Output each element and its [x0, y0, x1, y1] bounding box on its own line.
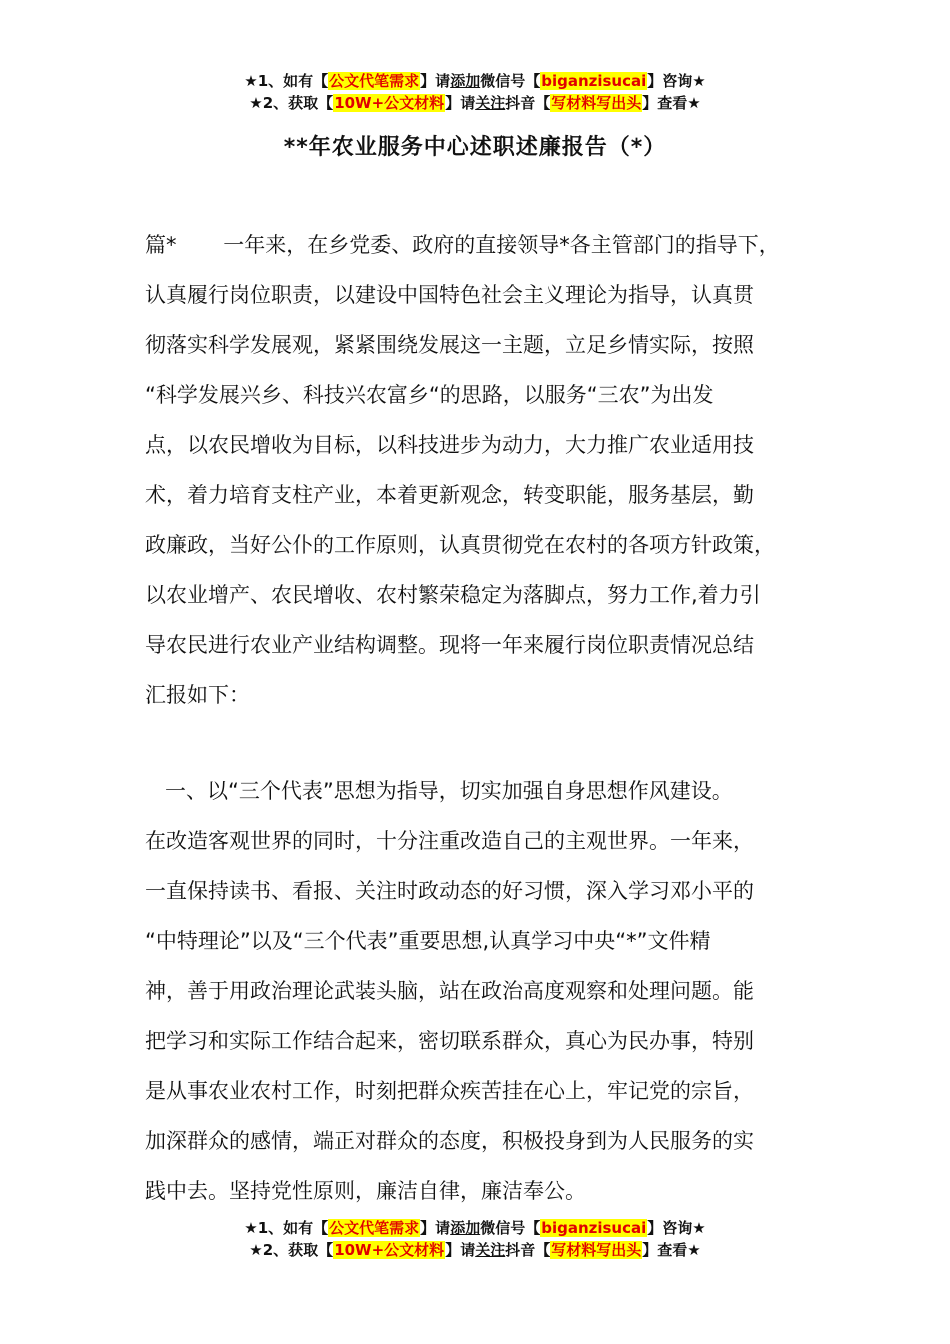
banner-line-1 — [0, 70, 950, 92]
highlight-douyin: 写材料写出头 — [551, 1241, 642, 1259]
paragraph-intro — [145, 220, 835, 720]
paragraph-section-one — [145, 766, 835, 1216]
highlight-wechat-id: biganzisucai — [541, 72, 647, 90]
body-line: 认真履行岗位职责，以建设中国特色社会主义理论为指导，认真贯 — [145, 283, 754, 307]
banner-text: 】查看★ — [642, 1241, 701, 1259]
banner-text: 】请 — [445, 94, 476, 112]
highlight-service: 公文代笔需求 — [329, 1219, 420, 1237]
banner-line-1 — [0, 1217, 950, 1239]
banner-text: 抖音【 — [505, 94, 551, 112]
body-line: 一直保持读书、看报、关注时政动态的好习惯，深入学习邓小平的 — [145, 879, 754, 903]
highlight-materials: 10W+公文材料 — [334, 94, 445, 112]
body-line: 政廉政，当好公仆的工作原则，认真贯彻党在农村的各项方针政策， — [145, 533, 775, 557]
banner-underlined-text: 关注 — [475, 1241, 506, 1259]
banner-underlined-text: 添加 — [450, 1219, 481, 1237]
banner-text: ★1、如有【 — [244, 1219, 329, 1237]
banner-underlined-text: 添加 — [450, 72, 481, 90]
body-line: 导农民进行农业产业结构调整。现将一年来履行岗位职责情况总结 — [145, 633, 754, 657]
body-line: 以农业增产、农民增收、农村繁荣稳定为落脚点，努力工作,着力引 — [145, 583, 761, 607]
highlight-douyin: 写材料写出头 — [551, 94, 642, 112]
body-line: 神，善于用政治理论武装头脑，站在政治高度观察和处理问题。能 — [145, 979, 754, 1003]
body-line: “科学发展兴乡、科技兴农富乡“的思路，以服务“三农”为出发 — [145, 383, 714, 407]
body-line: 术，着力培育支柱产业，本着更新观念，转变职能，服务基层，勤 — [145, 483, 754, 507]
banner-text: 】咨询★ — [647, 1219, 706, 1237]
banner-text: 】咨询★ — [647, 72, 706, 90]
banner-text: ★2、获取【 — [249, 94, 334, 112]
banner-text: ★1、如有【 — [244, 72, 329, 90]
body-line: 践中去。坚持党性原则，廉洁自律，廉洁奉公。 — [145, 1179, 586, 1203]
body-line: 一、以“三个代表”思想为指导，切实加强自身思想作风建设。 — [145, 779, 733, 803]
body-line: 在改造客观世界的同时，十分注重改造自己的主观世界。一年来， — [145, 829, 754, 853]
body-line: 彻落实科学发展观，紧紧围绕发展这一主题，立足乡情实际，按照 — [145, 333, 754, 357]
body-line: 汇报如下： — [145, 683, 250, 707]
banner-line-2 — [0, 92, 950, 114]
banner-text: 】请 — [420, 1219, 451, 1237]
body-line: 篇* 一年来，在乡党委、政府的直接领导*各主管部门的指导下， — [145, 233, 780, 257]
banner-text: 】请 — [420, 72, 451, 90]
banner-text: 】查看★ — [642, 94, 701, 112]
banner-text: 微信号【 — [480, 1219, 541, 1237]
body-line: “中特理论”以及“三个代表”重要思想,认真学习中央“*”文件精 — [145, 929, 711, 953]
banner-line-2 — [0, 1239, 950, 1261]
body-line: 点，以农民增收为目标，以科技进步为动力，大力推广农业适用技 — [145, 433, 754, 457]
banner-text: ★2、获取【 — [249, 1241, 334, 1259]
body-line: 把学习和实际工作结合起来，密切联系群众，真心为民办事，特别 — [145, 1029, 754, 1053]
banner-underlined-text: 关注 — [475, 94, 506, 112]
document-title: **年农业服务中心述职述廉报告（*） — [283, 135, 667, 160]
banner-text: 抖音【 — [505, 1241, 551, 1259]
header-banner — [0, 70, 950, 114]
banner-text: 微信号【 — [480, 72, 541, 90]
body-line: 是从事农业农村工作，时刻把群众疾苦挂在心上，牢记党的宗旨， — [145, 1079, 754, 1103]
highlight-materials: 10W+公文材料 — [334, 1241, 445, 1259]
banner-text: 】请 — [445, 1241, 476, 1259]
highlight-service: 公文代笔需求 — [329, 72, 420, 90]
footer-banner — [0, 1217, 950, 1261]
highlight-wechat-id: biganzisucai — [541, 1219, 647, 1237]
body-line: 加深群众的感情，端正对群众的态度，积极投身到为人民服务的实 — [145, 1129, 754, 1153]
